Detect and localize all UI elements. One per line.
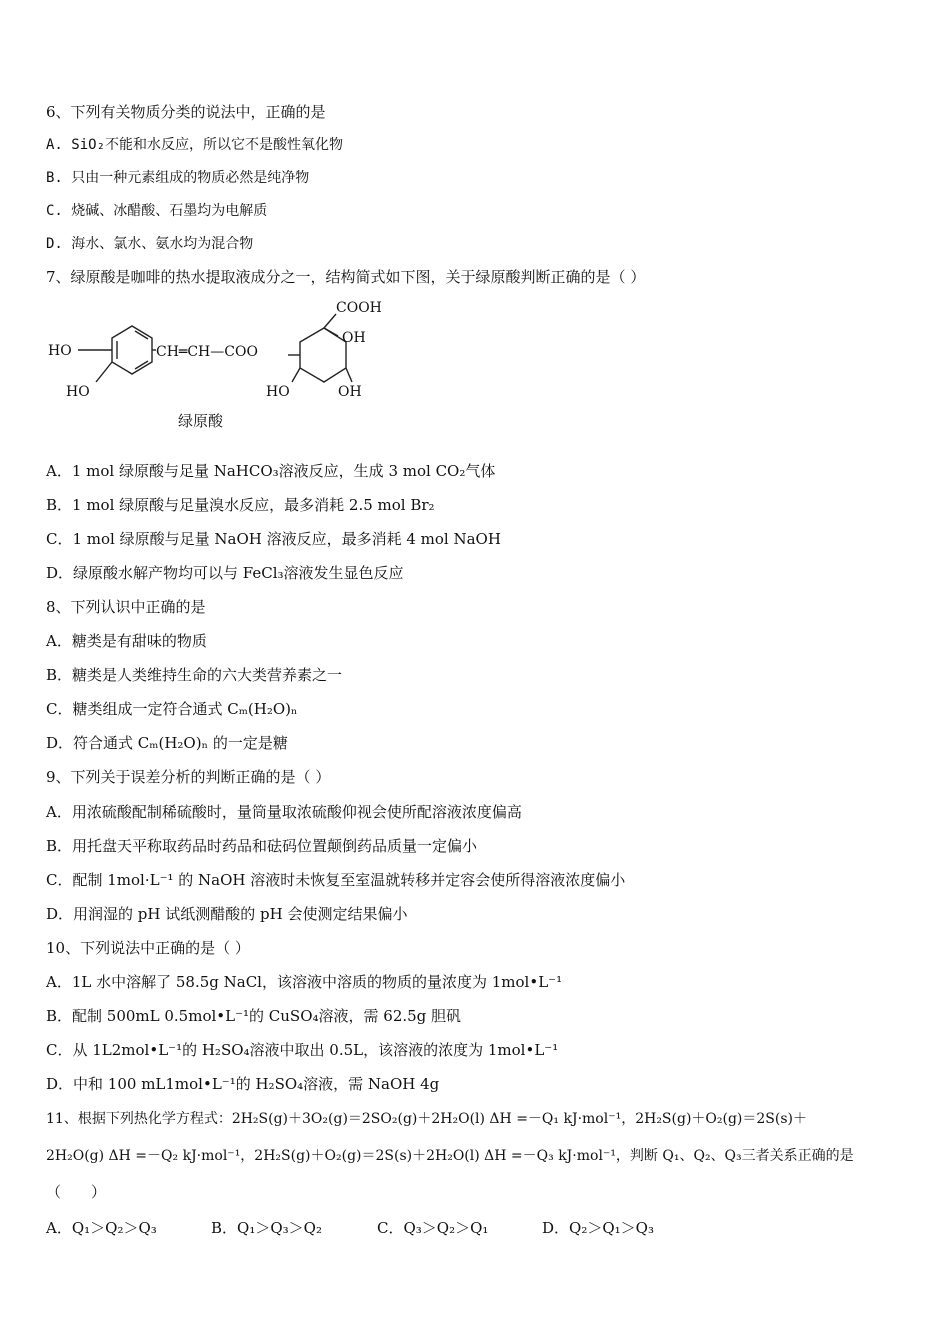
q11-stem-line1: 11、根据下列热化学方程式：2H₂S(g)＋3O₂(g)＝2SO₂(g)＋2H₂O(l) ΔH =－Q₁ kJ·mol⁻¹，2H₂S(g)＋O₂(g)＝2S(s)＋ <box>46 1111 807 1127</box>
q10-option-b: B．配制 500mL 0.5mol•L⁻¹的 CuSO₄溶液，需 62.5g 胆矾 <box>46 1007 462 1025</box>
q11-option-a: A．Q₁＞Q₂＞Q₃ <box>46 1219 157 1237</box>
figure-caption: 绿原酸 <box>178 412 224 430</box>
q6-stem: 6、下列有关物质分类的说法中，正确的是 <box>46 103 326 121</box>
q8-stem: 8、下列认识中正确的是 <box>46 598 206 616</box>
q6-option-a: A. SiO₂不能和水反应，所以它不是酸性氧化物 <box>46 137 343 153</box>
q9-option-c: C．配制 1mol·L⁻¹ 的 NaOH 溶液时未恢复至室温就转移并定容会使所得溶液浓度偏小 <box>46 871 626 889</box>
q11-option-b: B．Q₁＞Q₃＞Q₂ <box>211 1219 322 1237</box>
q9-option-b: B．用托盘天平称取药品时药品和砝码位置颠倒药品质量一定偏小 <box>46 837 478 855</box>
benzene-ring <box>112 326 152 374</box>
q7-option-a: A．1 mol 绿原酸与足量 NaHCO₃溶液反应，生成 3 mol CO₂气体 <box>46 462 496 480</box>
label-chain: CH═CH—COO <box>156 344 258 360</box>
q7-stem: 7、绿原酸是咖啡的热水提取液成分之一，结构简式如下图，关于绿原酸判断正确的是（ ） <box>46 268 646 286</box>
label-cooh: COOH <box>336 300 382 316</box>
q7-option-c: C．1 mol 绿原酸与足量 NaOH 溶液反应，最多消耗 4 mol NaOH <box>46 530 501 548</box>
chlorogenic-acid-structure <box>44 298 404 438</box>
q8-option-a: A．糖类是有甜味的物质 <box>46 632 207 650</box>
q10-option-d: D．中和 100 mL1mol•L⁻¹的 H₂SO₄溶液，需 NaOH 4g <box>46 1075 440 1093</box>
q9-option-d: D．用润湿的 pH 试纸测醋酸的 pH 会使测定结果偏小 <box>46 905 408 923</box>
q6-option-c: C. 烧碱、冰醋酸、石墨均为电解质 <box>46 203 268 219</box>
label-ho-ring: HO <box>266 384 290 400</box>
q6-option-d: D. 海水、氯水、氨水均为混合物 <box>46 236 254 252</box>
q11-stem-line2: 2H₂O(g) ΔH =－Q₂ kJ·mol⁻¹，2H₂S(g)＋O₂(g)＝2S(s)＋2H₂O(l) ΔH =－Q₃ kJ·mol⁻¹，判断 Q₁、Q₂、Q₃三者关系正确的是 <box>46 1148 854 1164</box>
q11-option-c: C．Q₃＞Q₂＞Q₁ <box>377 1219 489 1237</box>
q11-stem-line3: （ ） <box>46 1183 107 1201</box>
label-ho-bottom-left: HO <box>66 384 90 400</box>
q10-option-a: A．1L 水中溶解了 58.5g NaCl，该溶液中溶质的物质的量浓度为 1mol•L⁻¹ <box>46 973 563 991</box>
label-oh-top: OH <box>342 330 366 346</box>
q10-stem: 10、下列说法中正确的是（ ） <box>46 939 250 957</box>
label-ho-left: HO <box>48 343 72 359</box>
label-oh-ring: OH <box>338 384 362 400</box>
q11-options-row <box>46 1218 906 1238</box>
q6-option-b: B. 只由一种元素组成的物质必然是纯净物 <box>46 170 310 186</box>
q11-option-d: D．Q₂＞Q₁＞Q₃ <box>542 1219 654 1237</box>
q7-option-d: D．绿原酸水解产物均可以与 FeCl₃溶液发生显色反应 <box>46 564 404 582</box>
q9-option-a: A．用浓硫酸配制稀硫酸时，量筒量取浓硫酸仰视会使所配溶液浓度偏高 <box>46 803 522 821</box>
q9-stem: 9、下列关于误差分析的判断正确的是（ ） <box>46 768 331 786</box>
q8-option-b: B．糖类是人类维持生命的六大类营养素之一 <box>46 666 343 684</box>
q8-option-d: D．符合通式 Cₘ(H₂O)ₙ 的一定是糖 <box>46 734 288 752</box>
q7-option-b: B．1 mol 绿原酸与足量溴水反应，最多消耗 2.5 mol Br₂ <box>46 496 435 514</box>
q10-option-c: C．从 1L2mol•L⁻¹的 H₂SO₄溶液中取出 0.5L，该溶液的浓度为 1mol•L⁻¹ <box>46 1041 559 1059</box>
cyclohexane-ring <box>288 314 352 382</box>
q8-option-c: C．糖类组成一定符合通式 Cₘ(H₂O)ₙ <box>46 700 298 718</box>
